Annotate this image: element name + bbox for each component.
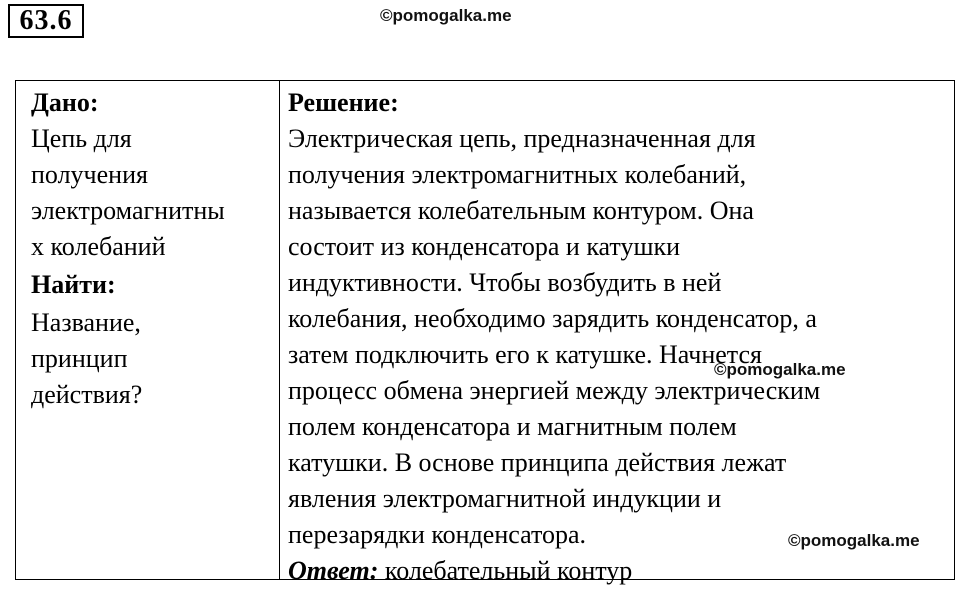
find-text: Название, принцип действия? xyxy=(31,308,143,409)
answer-label: Ответ: xyxy=(288,556,379,585)
watermark-middle: ©pomogalka.me xyxy=(714,360,846,379)
answer-text: колебательный контур xyxy=(378,556,633,585)
find-heading: Найти: xyxy=(31,270,116,299)
problem-number: 63.6 xyxy=(8,4,84,38)
watermark-bottom: ©pomogalka.me xyxy=(788,531,920,550)
given-text: Цепь для получения электромагнитны х колебаний xyxy=(31,124,225,261)
given-column xyxy=(16,81,280,579)
watermark-top: ©pomogalka.me xyxy=(380,6,512,25)
task-table xyxy=(15,80,955,585)
solution-column xyxy=(280,81,954,585)
solution-text: Электрическая цепь, предназначенная для получения электромагнитных колебаний, называется колебательным контуром. Она состоит из конденсатора и катушки индуктивности. Чтобы возбудить в ней колебания, необходимо зарядить конденсатор, а затем подключить его к катушке. Начнется процесс обмена энергией между электрическим полем конденсатора и магнитным полем катушки. В основе принципа действия лежат явления электромагнитной индукции и перезарядки конденсатора. xyxy=(288,124,821,549)
given-heading: Дано: xyxy=(31,88,99,117)
solution-heading: Решение: xyxy=(288,88,399,117)
